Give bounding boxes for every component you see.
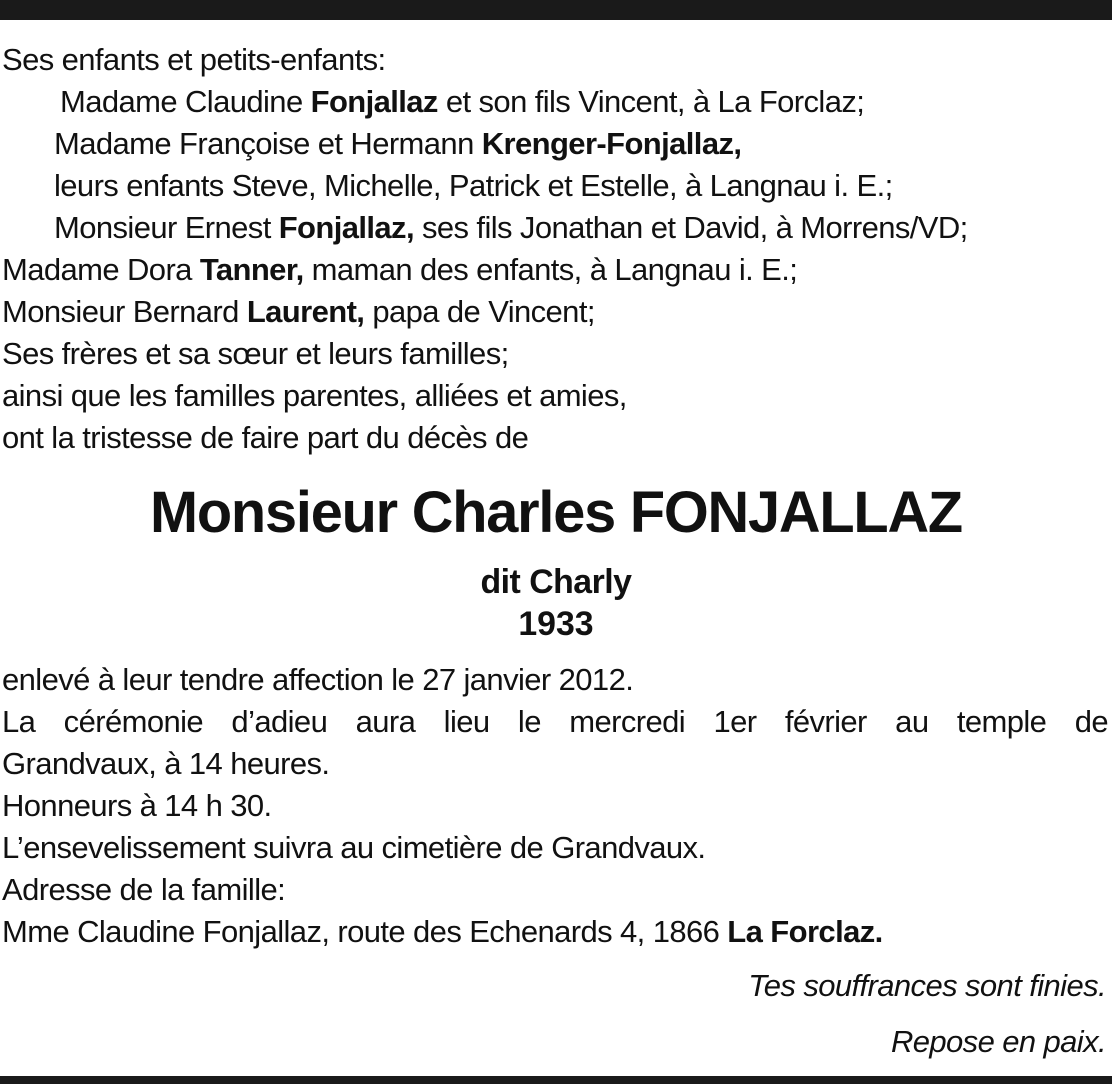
family-intro	[2, 40, 386, 80]
family-line-1-pre: Madame Claudine	[60, 84, 311, 119]
deceased-name: Monsieur Charles FONJALLAZ	[150, 480, 962, 545]
family-line-4	[54, 208, 968, 248]
detail-line-7-town: La Forclaz.	[727, 914, 883, 949]
family-line-5	[2, 250, 797, 290]
top-rule	[0, 0, 1112, 20]
family-line-4-surname: Fonjallaz,	[278, 210, 414, 245]
family-line-3	[54, 166, 893, 206]
detail-line-1-text: enlevé à leur tendre affection le 27 janvier 2012.	[2, 662, 634, 697]
detail-line-5-text: L’ensevelissement suivra au cimetière de Grandvaux.	[2, 830, 706, 865]
family-line-6-surname: Laurent,	[246, 294, 365, 329]
family-line-8-text: ainsi que les familles parentes, alliées et amies,	[2, 378, 627, 413]
family-line-1-post: et son fils Vincent, à La Forclaz;	[437, 84, 865, 119]
deceased-birth-year: 1933	[518, 605, 594, 643]
family-line-7-text: Ses frères et sa sœur et leurs familles;	[2, 336, 509, 371]
detail-line-7	[2, 912, 883, 952]
family-line-2-pre: Madame Françoise et Hermann	[54, 126, 482, 161]
deceased-nickname: dit Charly	[480, 563, 632, 601]
family-line-2-surname: Krenger-Fonjallaz,	[481, 126, 742, 161]
detail-line-3-text: Grandvaux, à 14 heures.	[2, 746, 330, 781]
family-line-1-surname: Fonjallaz	[310, 84, 438, 119]
family-line-1	[60, 82, 864, 122]
family-line-5-surname: Tanner,	[199, 252, 304, 287]
family-line-4-post: ses fils Jonathan et David, à Morrens/VD;	[413, 210, 968, 245]
closing-line-2: Repose en paix.	[890, 1024, 1106, 1059]
detail-line-1	[2, 660, 633, 700]
family-line-7	[2, 334, 509, 374]
bottom-rule	[0, 1076, 1112, 1084]
family-line-2	[54, 124, 741, 164]
detail-line-4-text: Honneurs à 14 h 30.	[2, 788, 272, 823]
family-line-4-pre: Monsieur Ernest	[54, 210, 279, 245]
detail-line-7-pre: Mme Claudine Fonjallaz, route des Echenards 4, 1866	[2, 914, 728, 949]
family-line-9-text: ont la tristesse de faire part du décès de	[2, 420, 529, 455]
family-line-8	[2, 376, 627, 416]
family-line-6-pre: Monsieur Bernard	[2, 294, 247, 329]
family-line-6	[2, 292, 595, 332]
family-intro-text: Ses enfants et petits-enfants:	[2, 42, 386, 77]
detail-line-4	[2, 786, 272, 826]
closing-line-1: Tes souffrances sont finies.	[748, 968, 1106, 1003]
family-line-5-pre: Madame Dora	[2, 252, 200, 287]
family-line-6-post: papa de Vincent;	[364, 294, 595, 329]
detail-line-5	[2, 828, 705, 868]
family-line-5-post: maman des enfants, à Langnau i. E.;	[303, 252, 798, 287]
family-line-3-text: leurs enfants Steve, Michelle, Patrick et Estelle, à Langnau i. E.;	[54, 168, 893, 203]
detail-line-6-text: Adresse de la famille:	[2, 872, 286, 907]
detail-line-6	[2, 870, 285, 910]
family-line-9	[2, 418, 528, 458]
detail-line-3	[2, 744, 329, 784]
detail-line-2: La cérémonie d’adieu aura lieu le mercredi 1er février au temple de	[2, 704, 1108, 739]
